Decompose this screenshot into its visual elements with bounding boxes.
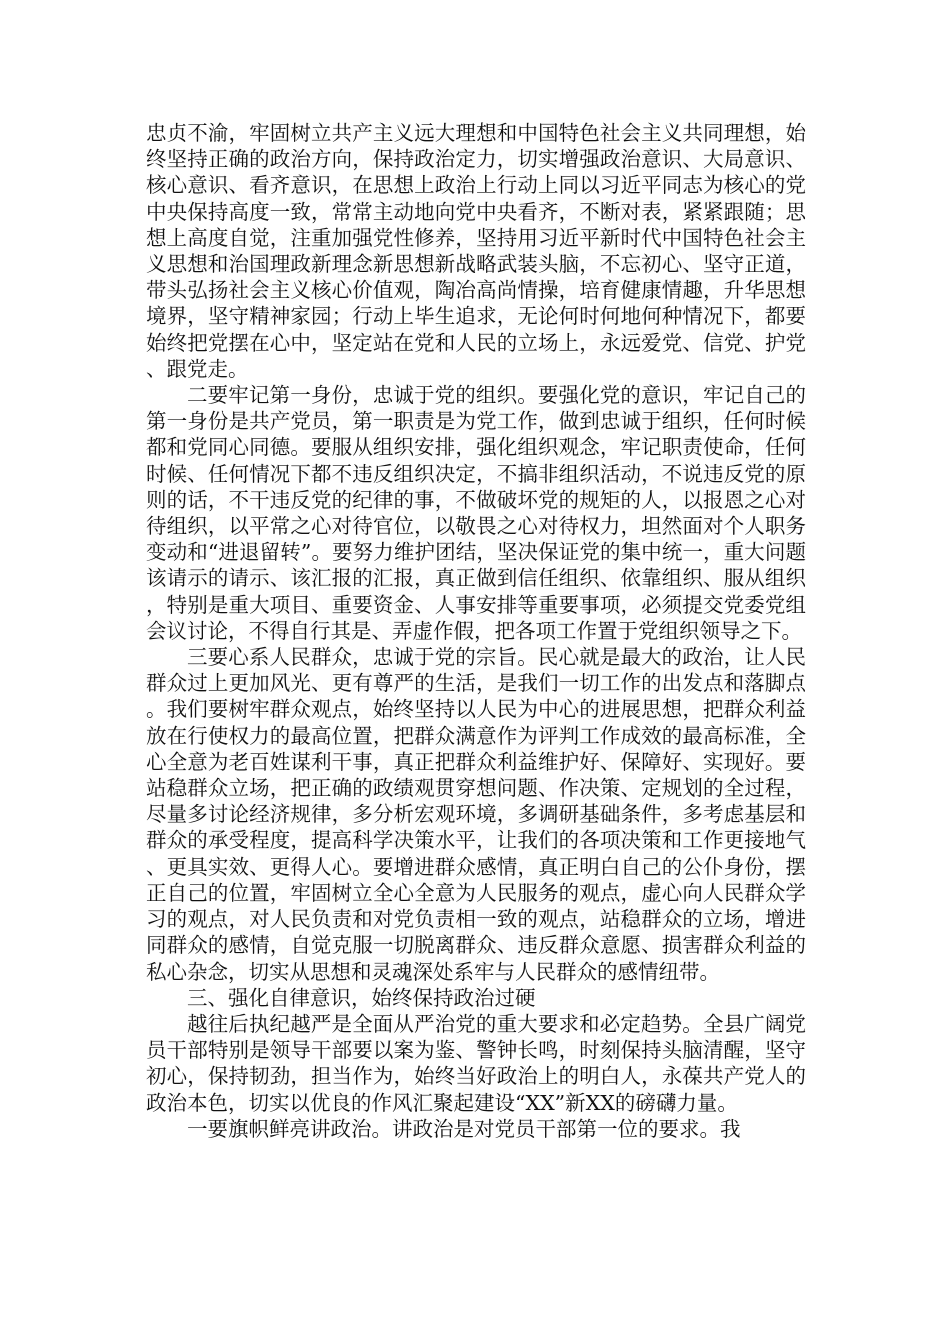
section-heading: 三、强化自律意识，始终保持政治过硬	[187, 985, 536, 1010]
paragraph-3: 三要心系人民群众，忠诚于党的宗旨。民心就是最大的政治，让人民群众过上更加风光、更有尊严的生活，是我们一切工作的出发点和落脚点。我们要树牢群众观点，始终坚持以人民为中心的进展思想，把群众利益放在行使权力的最高位置，把群众满意作为评判工作成效的最高标准，全心全意为老百姓谋利干事，真正把群众利益维护好、保障好、实现好。要站稳群众立场，把正确的政绩观贯穿想问题、作决策、定规划的全过程，尽量多讨论经济规律，多分析宏观环境，多调研基础条件，多考虑基层和群众的承受程度，提高科学决策水平，让我们的各项决策和工作更接地气、更具实效、更得人心。要增进群众感情，真正明白自己的公仆身份，摆正自己的位置，牢固树立全心全意为人民服务的观点，虚心向人民群众学习的观点，对人民负责和对党负责相一致的观点，站稳群众的立场，增进同群众的感情，自觉克服一切脱离群众、违反群众意愿、损害群众利益的私心杂念，切实从思想和灵魂深处系牢与人民群众的感情纽带。	[146, 645, 806, 984]
paragraph-5: 一要旗帜鲜亮讲政治。讲政治是对党员干部第一位的要求。我	[187, 1116, 741, 1141]
document-page	[146, 120, 806, 1142]
paragraph-1: 忠贞不渝，牢固树立共产主义远大理想和中国特色社会主义共同理想，始终坚持正确的政治方向，保持政治定力，切实增强政治意识、大局意识、核心意识、看齐意识，在思想上政治上行动上同以习近平同志为核心的党中央保持高度一致，常常主动地向党中央看齐，不断对表，紧紧跟随；思想上高度自觉，注重加强党性修养，坚持用习近平新时代中国特色社会主义思想和治国理政新理念新思想新战略武装头脑，不忘初心、坚守正道，带头弘扬社会主义核心价值观，陶冶高尚情操，培育健康情趣，升华思想境界，坚守精神家园；行动上毕生追求，无论何时何地何种情况下，都要始终把党摆在心中，坚定站在党和人民的立场上，永远爱党、信党、护党、跟党走。	[146, 121, 806, 381]
paragraph-4: 越往后执纪越严是全面从严治党的重大要求和必定趋势。全县广阔党员干部特别是领导干部要以案为鉴、警钟长鸣，时刻保持头脑清醒，坚守初心，保持韧劲，担当作为，始终当好政治上的明白人，永葆共产党人的政治本色，切实以优良的作风汇聚起建设“XX”新XX的磅礴力量。	[146, 1011, 806, 1115]
paragraph-2: 二要牢记第一身份，忠诚于党的组织。要强化党的意识，牢记自己的第一身份是共产党员，第一职责是为党工作，做到忠诚于组织，任何时候都和党同心同德。要服从组织安排，强化组织观念，牢记职责使命，任何时候、任何情况下都不违反组织决定，不搞非组织活动，不说违反党的原则的话，不干违反党的纪律的事，不做破坏党的规矩的人，以报恩之心对待组织，以平常之心对待官位，以敬畏之心对待权力，坦然面对个人职务变动和“进退留转”。要努力维护团结，坚决保证党的集中统一，重大问题该请示的请示、该汇报的汇报，真正做到信任组织、依靠组织、服从组织，特别是重大项目、重要资金、人事安排等重要事项，必须提交党委党组会议讨论，不得自行其是、弄虚作假，把各项工作置于党组织领导之下。	[146, 383, 806, 643]
